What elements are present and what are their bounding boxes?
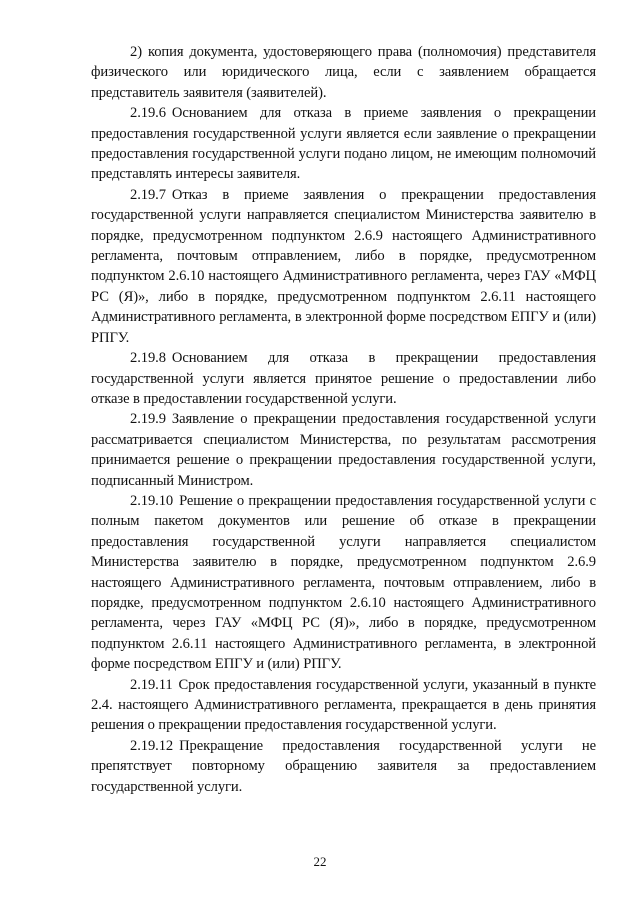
paragraph-text: Прекращение предоставления государственной услуги не препятствует повторному обращению заявителя за предоставлением государственной услуги. xyxy=(91,737,596,795)
paragraph-item-2 xyxy=(91,42,596,103)
paragraph-number: 2.19.6 xyxy=(130,105,166,122)
paragraph-number: 2.19.12 xyxy=(130,737,174,754)
paragraph-2-19-11 xyxy=(91,675,596,736)
paragraph-number: 2.19.11 xyxy=(130,676,173,693)
paragraph-2-19-12 xyxy=(91,736,596,797)
paragraph-number: 2.19.7 xyxy=(130,186,166,203)
paragraph-text: копия документа, удостоверяющего права (полномочия) представителя физического или юридического лица, если с заявлением обращается представитель заявителя (заявителей). xyxy=(91,44,596,101)
paragraph-text: Отказ в приеме заявления о прекращении предоставления государственной услуги направляется специалистом Министерства заявителю в порядке, предусмотренном подпунктом 2.6.9 настоящего Административного регламента, почтовым отправлением, либо в порядке, предусмотренном подпунктом 2.6.10 настоящего Административного регламента, через ГАУ «МФЦ РС (Я)», либо в порядке, предусмотренном подпунктом 2.6.11 настоящего Административного регламента, в электронной форме посредством ЕПГУ и (или) РПГУ. xyxy=(91,186,596,346)
paragraph-number: 2.19.8 xyxy=(130,350,166,367)
document-body xyxy=(91,42,596,797)
paragraph-2-19-8 xyxy=(91,348,596,409)
paragraph-text: Основанием для отказа в прекращении предоставления государственной услуги является принятое решение о предоставлении либо отказе в предоставлении государственной услуги. xyxy=(91,350,596,407)
paragraph-2-19-9 xyxy=(91,409,596,491)
paragraph-number: 2.19.9 xyxy=(130,411,166,428)
paragraph-text: Срок предоставления государственной услуги, указанный в пункте 2.4. настоящего Административного регламента, прекращается в день принятия решения о прекращении предоставления государственной услуги. xyxy=(91,676,596,734)
paragraph-text: Решение о прекращении предоставления государственной услуги с полным пакетом документов или решение об отказе в прекращении предоставления государственной услуги направляется специалистом Министерства заявителю в порядке, предусмотренном подпунктом 2.6.9 настоящего Административного регламента, почтовым отправлением, либо в порядке, предусмотренном подпунктом 2.6.10 настоящего Административного регламента, через ГАУ «МФЦ РС (Я)», либо в порядке, предусмотренном подпунктом 2.6.11 настоящего Административного регламента, в электронной форме посредством ЕПГУ и (или) РПГУ. xyxy=(91,492,596,673)
paragraph-2-19-6 xyxy=(91,103,596,185)
paragraph-number: 2.19.10 xyxy=(130,492,174,509)
paragraph-text: Заявление о прекращении предоставления государственной услуги рассматривается специалистом Министерства, по результатам рассмотрения принимается решение о прекращении предоставления государственной услуги, подписанный Министром. xyxy=(91,411,596,489)
paragraph-2-19-10 xyxy=(91,491,596,675)
paragraph-number: 2) xyxy=(130,44,142,60)
page-number: 22 xyxy=(313,854,327,869)
paragraph-text: Основанием для отказа в приеме заявления о прекращении предоставления государственной услуги является если заявление о прекращении предоставления государственной услуги подано лицом, не имеющим полномочий представлять интересы заявителя. xyxy=(91,105,596,183)
paragraph-2-19-7 xyxy=(91,185,596,348)
